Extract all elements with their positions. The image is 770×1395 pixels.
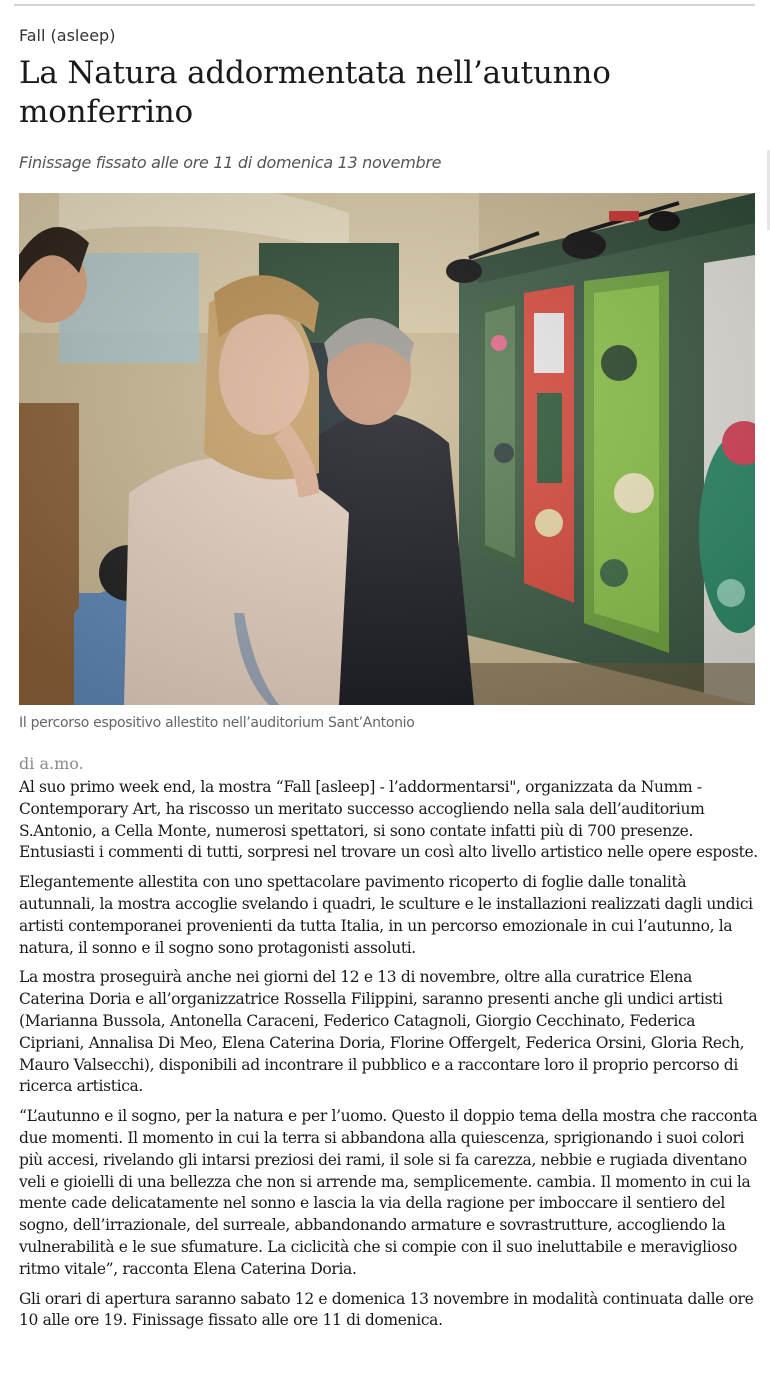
exhibition-photo-illustration	[19, 193, 755, 705]
article-byline: di a.mo.	[19, 754, 84, 773]
top-divider	[14, 4, 755, 6]
article-subtitle: Finissage fissato alle ore 11 di domenica 13 novembre	[19, 153, 442, 172]
body-paragraph: La mostra proseguirà anche nei giorni del 12 e 13 di novembre, oltre alla curatrice Elena Caterina Doria e all’organizzatrice Rossella Filippini, saranno presenti anche gli undici artisti (Marianna Bussola, Antonella Caraceni, Federico Catagnoli, Giorgio Cecchinato, Federica Cipriani, Annalisa Di Meo, Elena Caterina Doria, Florine Offergelt, Federica Orsini, Gloria Rech, Mauro Valsecchi), disponibili ad incontrare il pubblico e a raccontare loro il proprio percorso di ricerca artistica.	[19, 968, 745, 1096]
image-caption: Il percorso espositivo allestito nell’auditorium Sant’Antonio	[19, 715, 415, 731]
body-paragraph: Elegantemente allestita con uno spettacolare pavimento ricoperto di foglie dalle tonalità autunnali, la mostra accoglie svelando i quadri, le sculture e le installazioni realizzati dagli undici artisti contemporanei provenienti da tutta Italia, in un percorso emozionale in cui l’autunno, la natura, il sonno e il sogno sono protagonisti assoluti.	[19, 873, 753, 957]
article-photo[interactable]	[19, 193, 755, 705]
body-paragraph: Gli orari di apertura saranno sabato 12 e domenica 13 novembre in modalità continuata dalle ore 10 alle ore 19. Finissage fissato alle ore 11 di domenica.	[19, 1289, 754, 1330]
article-body	[19, 777, 759, 1340]
article-kicker: Fall (asleep)	[19, 26, 116, 45]
article-title: La Natura addormentata nell’autunno monferrino	[19, 55, 611, 130]
body-paragraph: “L’autunno e il sogno, per la natura e per l’uomo. Questo il doppio tema della mostra che racconta due momenti. Il momento in cui la terra si abbandona alla quiescenza, sprigionando i suoi colori più accesi, rivelando gli intarsi preziosi dei rami, il sole si fa carezza, nebbie e rugiada diventano veli e gioielli di una bellezza che non si arrende ma, semplicemente. cambia. Il momento in cui la mente cade delicatamente nel sonno e lascia la via della ragione per imboccare il sentiero del sogno, dell’irrazionale, del surreale, abbandonando armature e sovrastrutture, accogliendo la vulnerabilità e le sue sfumature. La ciclicità che si compie con il suo ineluttabile e meraviglioso ritmo vitale”, racconta Elena Caterina Doria.	[19, 1107, 758, 1278]
body-paragraph: Al suo primo week end, la mostra “Fall [asleep] - l’addormentarsi", organizzata da Numm - Contemporary Art, ha riscosso un meritato successo accogliendo nella sala dell’auditorium S.Antonio, a Cella Monte, numerosi spettatori, si sono contate infatti più di 700 presenze. Entusiasti i commenti di tutti, sorpresi nel trovare un così alto livello artistico nelle opere esposte.	[19, 778, 758, 862]
